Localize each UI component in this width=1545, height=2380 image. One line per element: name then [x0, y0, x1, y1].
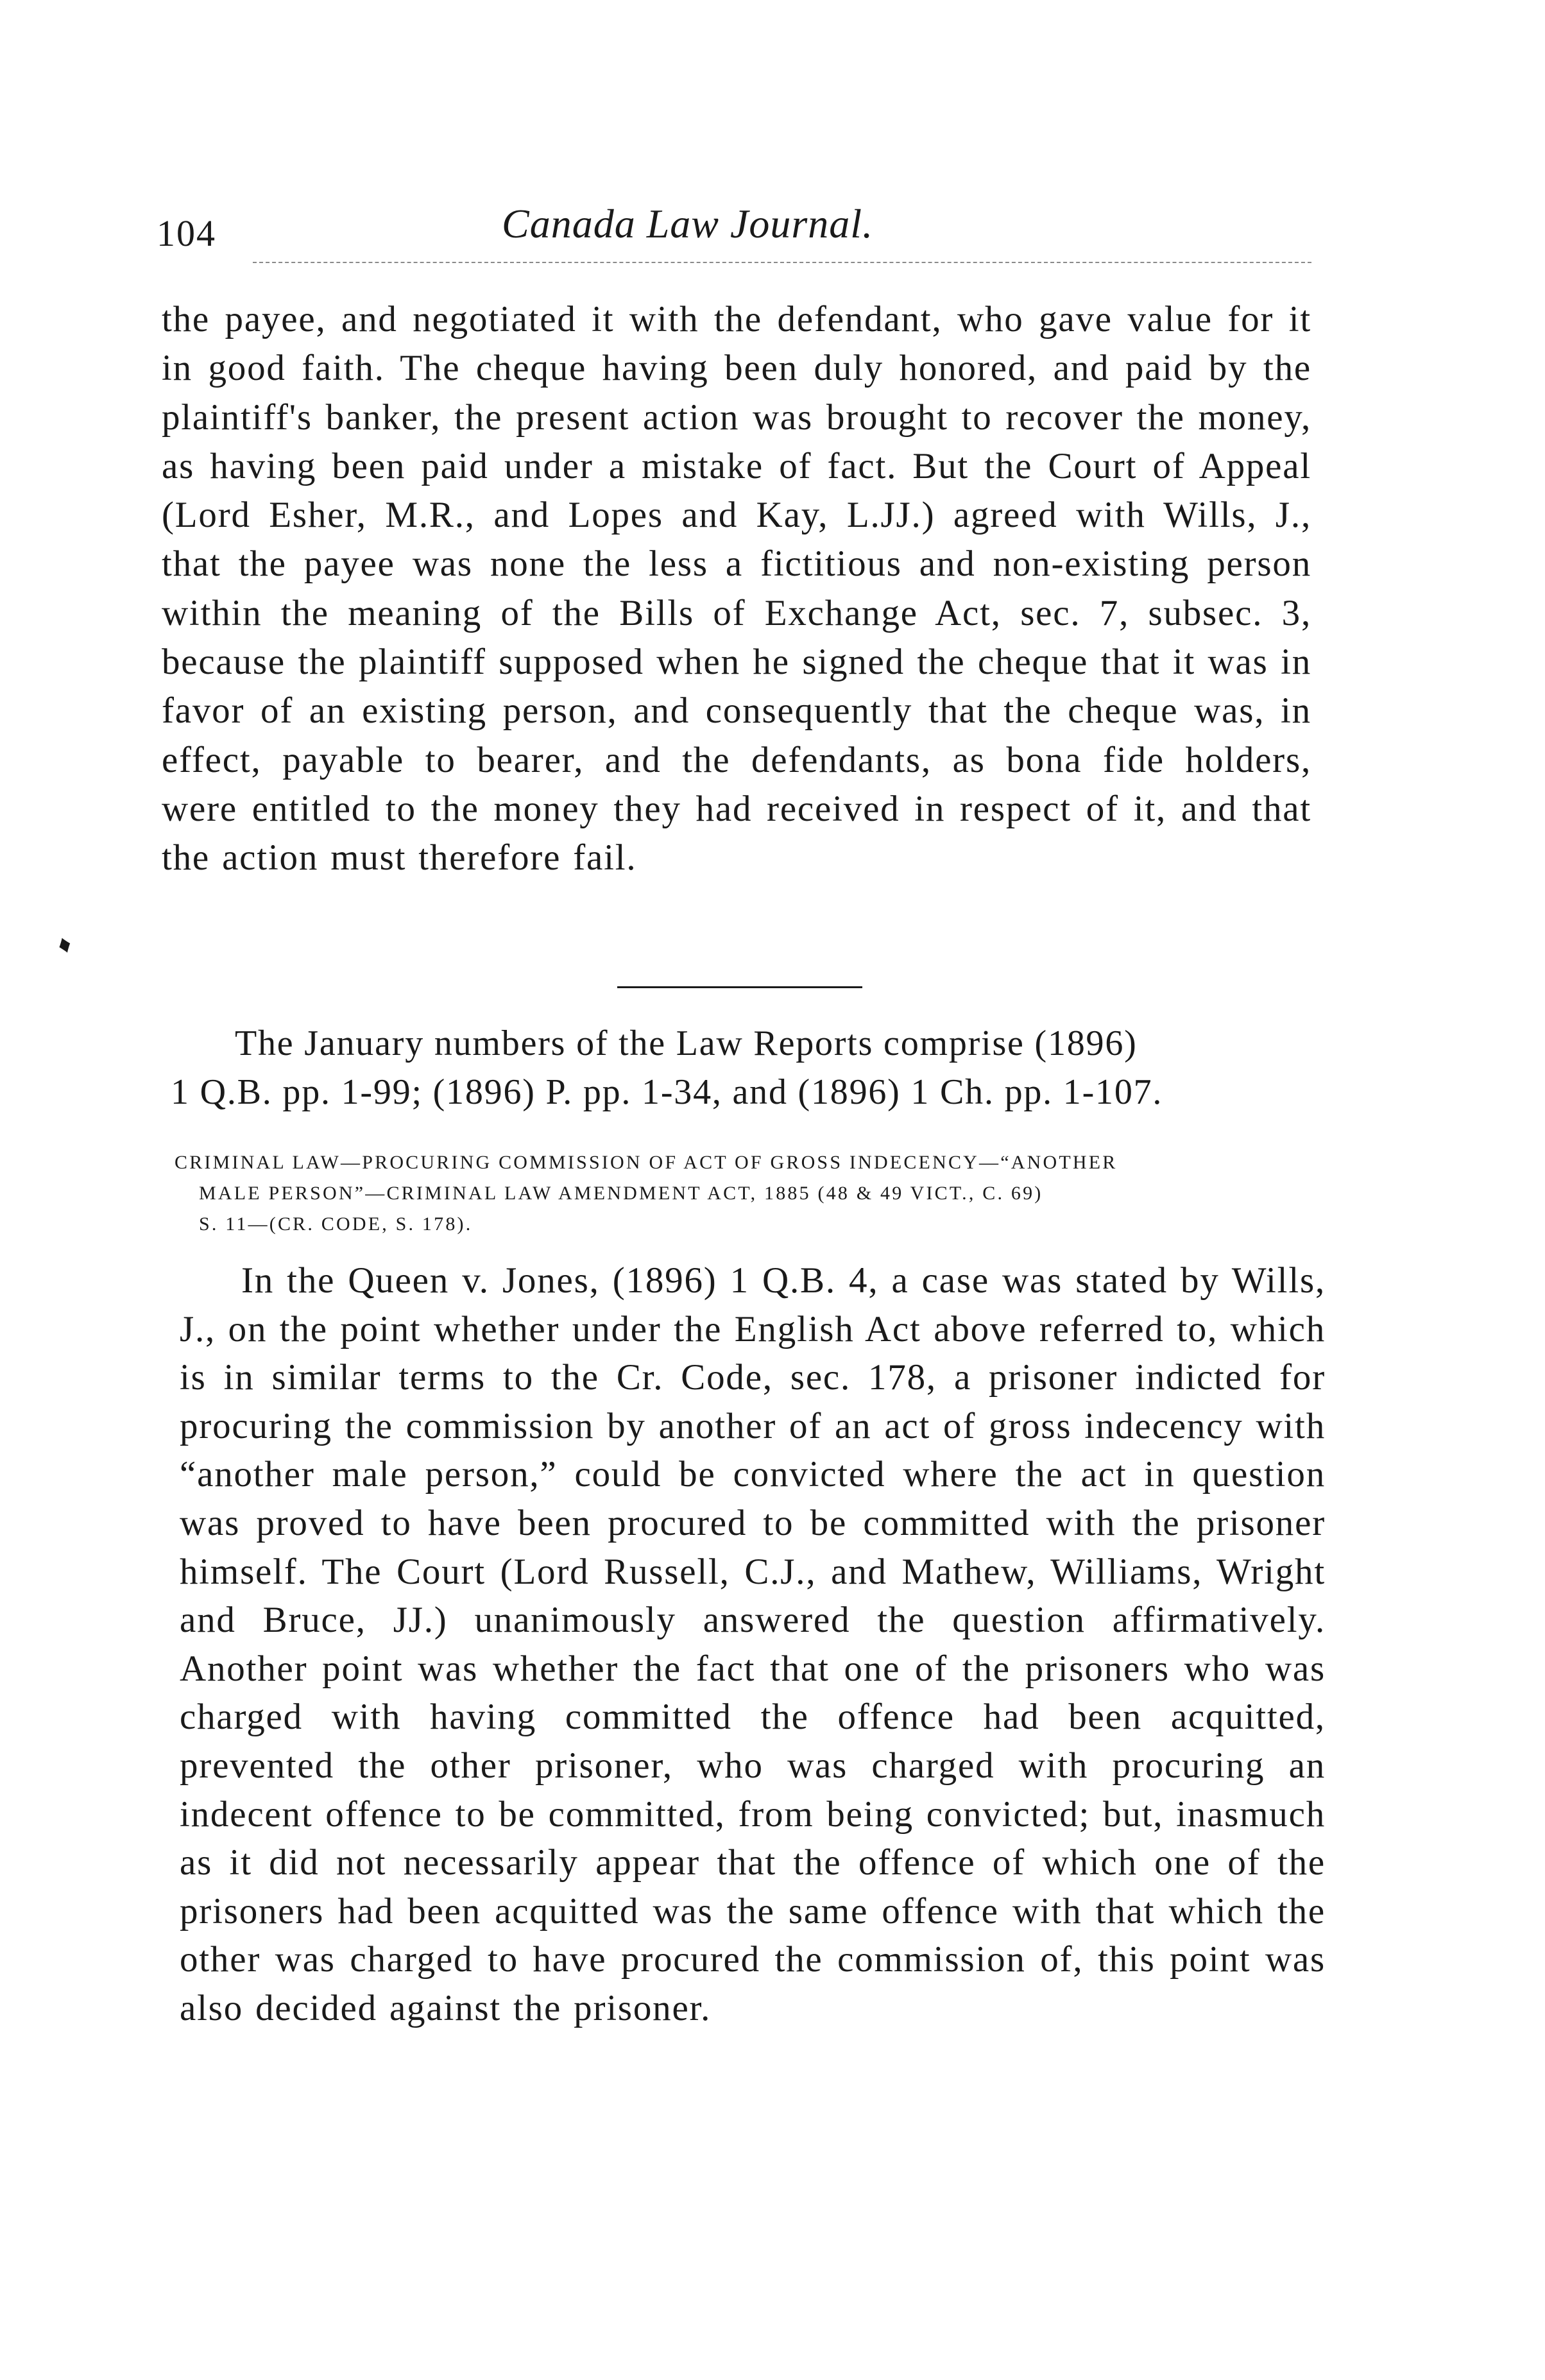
- page-header: [157, 186, 1311, 263]
- page-number: 104: [157, 212, 216, 254]
- running-title: Canada Law Journal.: [502, 201, 874, 246]
- case-heading-line-2: MALE PERSON”—CRIMINAL LAW AMENDMENT ACT, 1885 (48 & 49 VICT., C. 69): [199, 1183, 1043, 1204]
- paragraph-queen-v-jones: In the Queen v. Jones, (1896) 1 Q.B. 4, a case was stated by Wills, J., on the point whether under the English Act above referred to, which is in similar terms to the Cr. Code, sec. 178, a prisoner indicted for procuring the commission by another of an act of gross indecency with “another male person,” could be convicted where the act in question was proved to have been procured to be committed with the prisoner himself. The Court (Lord Russell, C.J., and Mathew, Williams, Wright and Bruce, JJ.) unanimously answered the question affirmatively. Another point was whether the fact that one of the prisoners who was charged with having committed the offence had been acquitted, prevented the other prisoner, who was charged with procuring an indecent offence to be committed, from being convicted; but, inasmuch as it did not necessarily appear that the offence of which one of the prisoners had been acquitted was the same offence with that which the other was charged to have procured the commission of, this point was also decided against the prisoner.: [180, 1260, 1326, 2028]
- notice-line-2: 1 Q.B. pp. 1-99; (1896) P. pp. 1-34, and (1896) 1 Ch. pp. 1-107.: [171, 1072, 1163, 1112]
- notice-line-1: The January numbers of the Law Reports comprise (1896): [235, 1023, 1138, 1063]
- section-divider: [617, 986, 862, 988]
- paragraph-continued: the payee, and negotiated it with the defendant, who gave value for it in good faith. The cheque having been duly honored, and paid by the plaintiff's banker, the present action was brought to recover the money, as having been paid under a mistake of fact. But the Court of Appeal (Lord Esher, M.R., and Lopes and Kay, L.JJ.) agreed with Wills, J., that the payee was none the less a fictitious and non-existing person within the meaning of the Bills of Exchange Act, sec. 7, subsec. 3, because the plaintiff supposed when he signed the cheque that it was in favor of an existing person, and consequently that the cheque was, in effect, payable to bearer, and the defendants, as bona fide holders, were entitled to the money they had received in respect of it, and that the action must therefore fail.: [162, 299, 1311, 878]
- margin-mark: ♦: [53, 928, 76, 961]
- case-heading-line-1: CRIMINAL LAW—PROCURING COMMISSION OF ACT OF GROSS INDECENCY—“ANOTHER: [175, 1152, 1118, 1173]
- case-heading: [175, 1147, 1320, 1240]
- law-reports-notice: [171, 1019, 1326, 1117]
- header-rule: [253, 262, 1311, 263]
- case-heading-line-3: S. 11—(CR. CODE, S. 178).: [199, 1213, 473, 1235]
